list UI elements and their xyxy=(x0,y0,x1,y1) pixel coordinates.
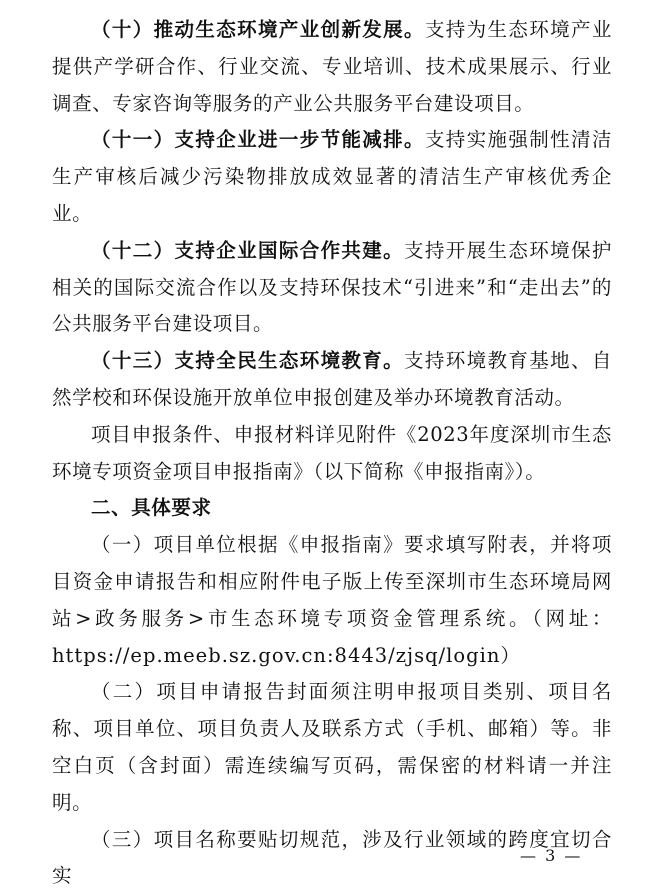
requirement-2: （二）项目申请报告封面须注明申报项目类别、项目名称、项目单位、项目负责人及联系方式（手机、邮箱）等。非空白页（含封面）需连续编写页码，需保密的材料请一并注明。 xyxy=(52,680,612,814)
item-lead: （十二）支持企业国际合作共建。 xyxy=(91,238,405,262)
support-item-13 xyxy=(52,343,612,417)
requirement-3: （三）项目名称要贴切规范，涉及行业领域的跨度宜切合实 xyxy=(52,827,612,888)
support-item-10 xyxy=(52,12,612,122)
requirement-1 xyxy=(52,527,612,674)
document-body xyxy=(52,12,612,895)
system-url-link[interactable]: https://ep.meeb.sz.gov.cn:8443/zjsq/login xyxy=(52,643,501,667)
item-lead: （十三）支持全民生态环境教育。 xyxy=(91,349,405,373)
support-item-12 xyxy=(52,233,612,343)
support-item-11 xyxy=(52,122,612,232)
item-body: 支持开展生态环境保护相关的国际交流合作以及支持环保技术“引进来”和“走出去”的公共服务平台建设项目。 xyxy=(52,238,612,336)
item-lead: （十一）支持企业进一步节能减排。 xyxy=(91,128,425,152)
section-heading: 二、具体要求 xyxy=(91,496,212,520)
item-body: 支持环境教育基地、自然学校和环保设施开放单位申报创建及举办环境教育活动。 xyxy=(52,349,612,409)
page-number: — 3 — xyxy=(520,846,583,865)
item-body: 支持实施强制性清洁生产审核后减少污染物排放成效显著的清洁生产审核优秀企业。 xyxy=(52,128,612,225)
guide-note: 项目申报条件、申报材料详见附件《2023年度深圳市生态环境专项资金项目申报指南》（以下简称《申报指南》）。 xyxy=(52,422,612,483)
item-body: 支持为生态环境产业提供产学研合作、行业交流、专业培训、技术成果展示、行业调查、专家咨询等服务的产业公共服务平台建设项目。 xyxy=(52,18,612,115)
item-lead: （十）推动生态环境产业创新发展。 xyxy=(91,18,425,41)
requirement-1-text: （一）项目单位根据《申报指南》要求填写附表，并将项目资金申请报告和相应附件电子版上传至深圳市生态环境局网站>政务服务>市生态环境专项资金管理系统。（网址： xyxy=(52,533,612,630)
requirement-1-close: ） xyxy=(500,643,521,667)
